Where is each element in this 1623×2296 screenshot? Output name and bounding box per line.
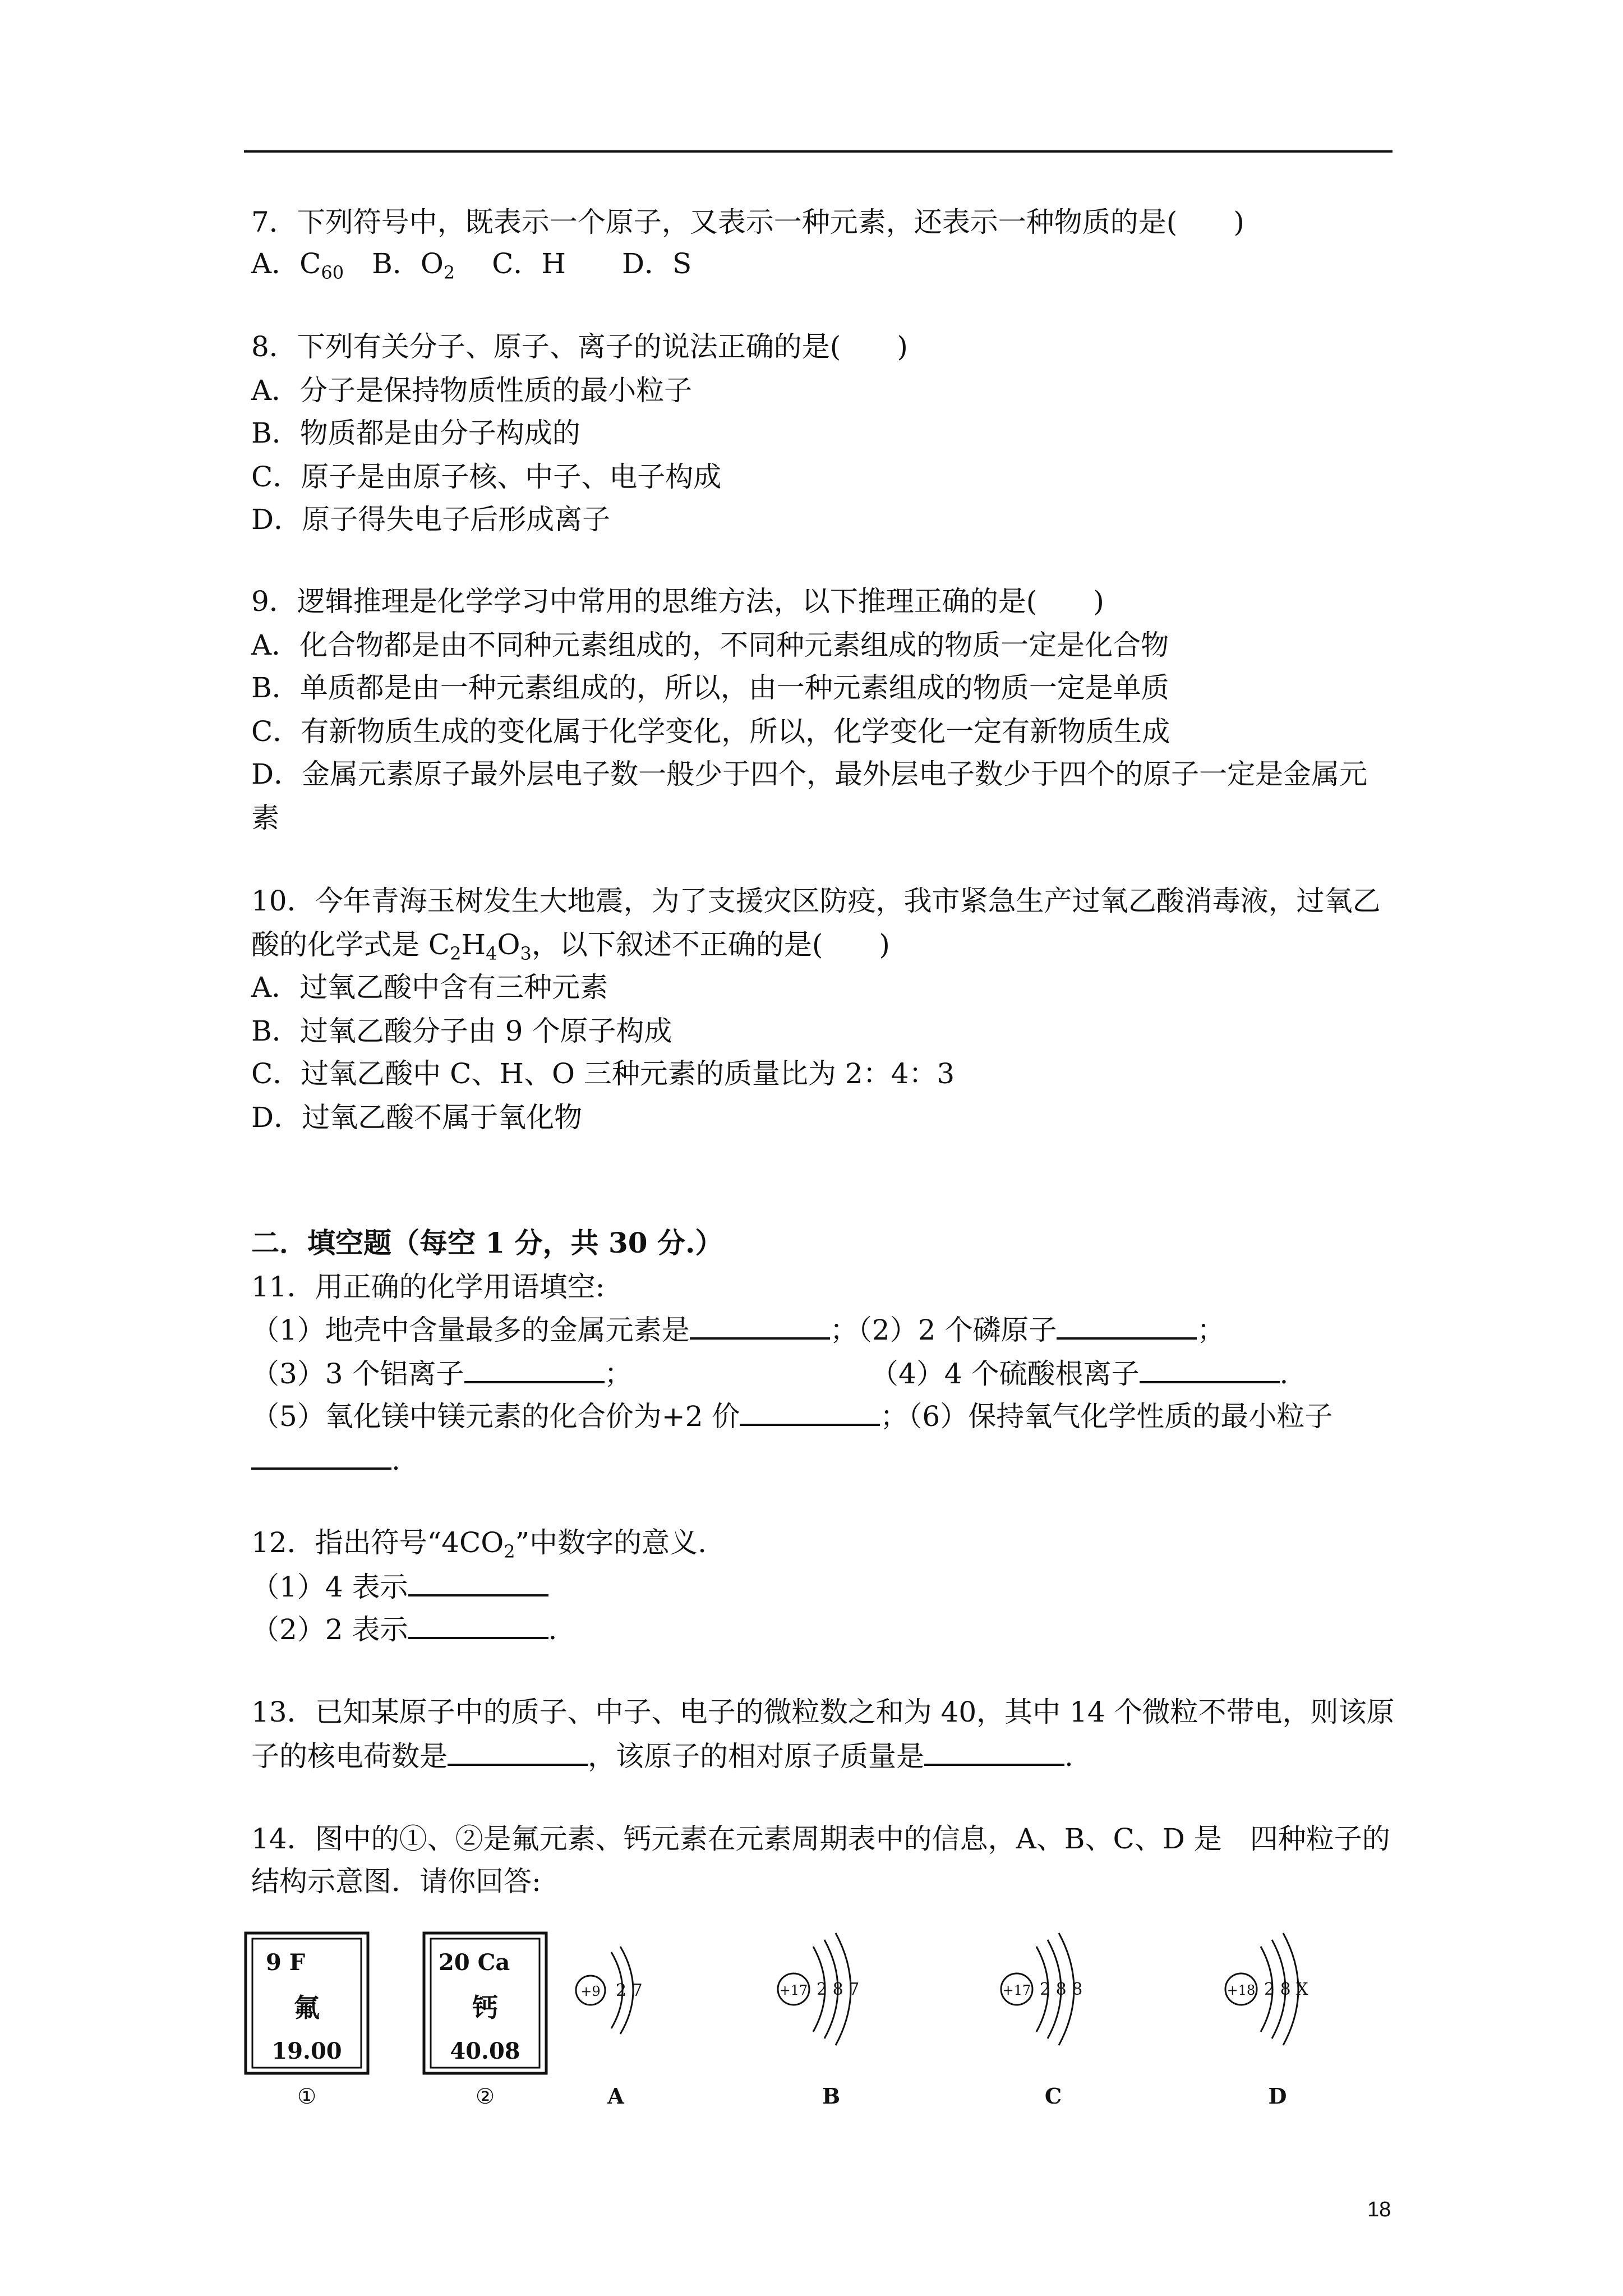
card2-name: 钙 (472, 1993, 498, 2023)
q9-option-d: D．金属元素原子最外层电子数一般少于四个，最外层电子数少于四个的原子一定是金属元 (251, 758, 1368, 790)
atom-b-shells: 2 8 7 (817, 1980, 860, 1999)
card2-number: 20 Ca (439, 1949, 510, 1976)
q9-option-b: B．单质都是由一种元素组成的，所以，由一种元素组成的物质一定是单质 (251, 671, 1169, 704)
card1-name: 氟 (294, 1993, 320, 2023)
q10-option-d: D．过氧乙酸不属于氧化物 (251, 1101, 583, 1134)
atom-b-label: B (822, 2083, 841, 2109)
atom-b-nucleus: +17 (779, 1982, 808, 1998)
card2-mass: 40.08 (450, 2038, 520, 2064)
q10-option-b: B．过氧乙酸分子由 9 个原子构成 (251, 1015, 672, 1047)
page-number: 18 (1367, 2198, 1391, 2221)
q13-line-2: 子的核电荷数是 ，该原子的相对原子质量是 . (251, 1738, 1073, 1774)
atom-c-shells: 2 8 8 (1040, 1980, 1083, 1999)
q9-option-c: C．有新物质生成的变化属于化学变化，所以，化学变化一定有新物质生成 (251, 715, 1170, 748)
card1-number: 9 F (266, 1949, 306, 1976)
periodic-card-fluorine (246, 1933, 368, 2109)
atom-d-label: D (1268, 2083, 1287, 2109)
q10-stem-2: 酸的化学式是 $C_2H_4O_3$，以下叙述不正确的是( ) (251, 928, 890, 964)
q11-line-3: （5）氧化镁中镁元素的化合价为+2 价 ；（6）保持氧气化学性质的最小粒子 (251, 1398, 1332, 1434)
card1-label: ① (297, 2084, 317, 2109)
q11-line-1: （1）地壳中含量最多的金属元素是 ；（2）2 个磷原子 ； (251, 1312, 1225, 1348)
atom-diagram-d (1225, 1933, 1308, 2109)
q14-line-1: 14．图中的①、②是氟元素、钙元素在元素周期表中的信息，A、B、C、D 是 四种粒子的 (251, 1823, 1390, 1855)
element-figure (241, 1924, 1419, 2126)
atom-a-shells: 2 7 (616, 1981, 643, 2000)
q8-option-c: C．原子是由原子核、中子、电子构成 (251, 461, 722, 493)
answer-blank[interactable] (464, 1355, 605, 1383)
q12-stem: 12．指出符号“$4CO_2$”中数字的意义. (251, 1526, 707, 1562)
card1-mass: 19.00 (271, 2038, 342, 2064)
answer-blank[interactable] (1057, 1312, 1197, 1340)
answer-blank[interactable] (408, 1611, 548, 1639)
card2-label: ② (475, 2084, 495, 2109)
periodic-card-calcium (424, 1933, 546, 2109)
q13-line-1: 13．已知某原子中的质子、中子、电子的微粒数之和为 40，其中 14 个微粒不带电，则该原 (251, 1696, 1395, 1728)
atom-c-label: C (1044, 2083, 1062, 2109)
q12-line-1: （1）4 表示 (251, 1568, 548, 1605)
q8-stem: 8．下列有关分子、原子、离子的说法正确的是( ) (251, 330, 908, 363)
q11-line-2: （3）3 个铝离子 ； (251, 1355, 633, 1392)
section-title: 二．填空题（每空 1 分，共 30 分.） (251, 1226, 723, 1259)
q11-stem: 11．用正确的化学用语填空: (251, 1271, 605, 1303)
q7-options: A．$C_{60}$ B．$O_2$ C．H D．S (251, 247, 692, 283)
atom-diagram-c (1001, 1933, 1082, 2109)
q9-option-a: A．化合物都是由不同种元素组成的，不同种元素组成的物质一定是化合物 (251, 629, 1169, 661)
answer-blank[interactable] (251, 1442, 391, 1470)
q7-stem: 7．下列符号中，既表示一个原子，又表示一种元素，还表示一种物质的是( ) (251, 206, 1244, 238)
q8-option-d: D．原子得失电子后形成离子 (251, 503, 611, 536)
q10-option-a: A．过氧乙酸中含有三种元素 (251, 971, 608, 1004)
q11-line-2b: （4）4 个硫酸根离子 . (870, 1355, 1288, 1392)
answer-blank[interactable] (690, 1312, 830, 1340)
q10-option-c: C．过氧乙酸中 C、H、O 三种元素的质量比为 2：4：3 (251, 1057, 955, 1090)
answer-blank[interactable] (1140, 1355, 1280, 1383)
atom-diagram-a (576, 1947, 643, 2109)
q10-stem-1: 10．今年青海玉树发生大地震，为了支援灾区防疫，我市紧急生产过氧乙酸消毒液，过氧乙 (251, 885, 1381, 917)
q9-stem: 9．逻辑推理是化学学习中常用的思维方法，以下推理正确的是( ) (251, 585, 1104, 618)
answer-blank[interactable] (924, 1738, 1064, 1766)
answer-blank[interactable] (408, 1568, 548, 1596)
answer-blank[interactable] (740, 1398, 880, 1426)
atom-d-nucleus: +18 (1227, 1982, 1256, 1998)
atom-c-nucleus: +17 (1002, 1982, 1031, 1998)
atom-a-label: A (607, 2083, 624, 2109)
q8-option-a: A．分子是保持物质性质的最小粒子 (251, 374, 693, 407)
atom-diagram-b (778, 1933, 859, 2109)
atom-d-shells: 2 8 X (1264, 1980, 1308, 1999)
atom-a-nucleus: +9 (580, 1984, 601, 1999)
q8-option-b: B．物质都是由分子构成的 (251, 417, 580, 449)
answer-blank[interactable] (448, 1738, 588, 1766)
header-rule (244, 150, 1393, 153)
q9-option-d-cont: 素 (251, 802, 279, 834)
q12-line-2: （2）2 表示 . (251, 1611, 557, 1648)
q14-line-2: 结构示意图．请你回答: (251, 1865, 541, 1898)
q11-line-4: . (251, 1442, 400, 1478)
